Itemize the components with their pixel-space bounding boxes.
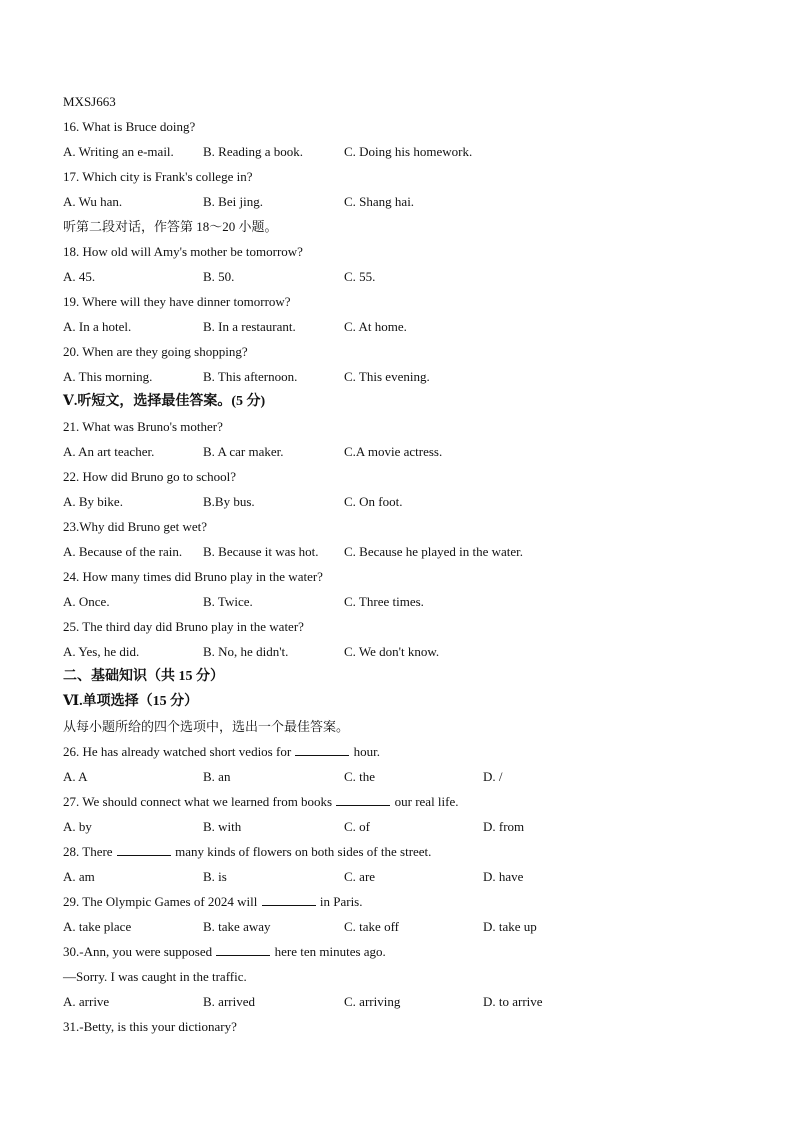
- question-text: 24. How many times did Bruno play in the water?: [63, 569, 323, 584]
- section-heading: Ⅵ.单项选择（15 分）: [63, 694, 199, 709]
- answer-option: B. Twice.: [203, 594, 253, 609]
- answer-blank: [216, 943, 270, 956]
- answer-options: [63, 864, 743, 889]
- question-text: [63, 739, 743, 764]
- question-text: 17. Which city is Frank's college in?: [63, 169, 253, 184]
- answer-options: [63, 764, 743, 789]
- answer-option: A. Wu han.: [63, 194, 123, 209]
- answer-options: [63, 814, 743, 839]
- answer-blank: [262, 893, 316, 906]
- answer-option: A. This morning.: [63, 369, 153, 384]
- answer-option: B. Reading a book.: [203, 144, 304, 159]
- answer-option: B. No, he didn't.: [203, 644, 289, 659]
- answer-option: C. We don't know.: [344, 644, 440, 659]
- answer-option: B. Because it was hot.: [203, 544, 319, 559]
- question-text: 22. How did Bruno go to school?: [63, 469, 236, 484]
- answer-option: A. Writing an e-mail.: [63, 144, 174, 159]
- question-text-before: 26. He has already watched short vedios for: [63, 744, 295, 759]
- answer-option: B. 50.: [203, 269, 235, 284]
- answer-option: C. Because he played in the water.: [344, 544, 524, 559]
- exam-content: [63, 89, 743, 1039]
- question-text: 20. When are they going shopping?: [63, 344, 248, 359]
- question-text: 31.-Betty, is this your dictionary?: [63, 1019, 237, 1034]
- answer-option: B. This afternoon.: [203, 369, 298, 384]
- answer-option: D. take up: [483, 919, 537, 934]
- answer-option: A. arrive: [63, 994, 110, 1009]
- question-text-before: 30.-Ann, you were supposed: [63, 944, 216, 959]
- answer-option: A. By bike.: [63, 494, 123, 509]
- section-heading: 二、基础知识（共 15 分）: [63, 669, 224, 684]
- answer-blank: [295, 743, 349, 756]
- question-text: [63, 839, 743, 864]
- question-text-after: in Paris.: [316, 894, 363, 909]
- question-text-before: 28. There: [63, 844, 116, 859]
- answer-option: B. arrived: [203, 994, 255, 1009]
- answer-options: [63, 139, 743, 164]
- answer-option: A. Once.: [63, 594, 110, 609]
- answer-option: C. of: [344, 819, 370, 834]
- answer-blank: [117, 843, 171, 856]
- question-text: 23.Why did Bruno get wet?: [63, 519, 208, 534]
- question-text-after: hour.: [350, 744, 381, 759]
- answer-options: [63, 989, 743, 1014]
- answer-options: [63, 489, 743, 514]
- answer-option: D. from: [483, 819, 525, 834]
- answer-option: A. An art teacher.: [63, 444, 155, 459]
- answer-options: [63, 439, 743, 464]
- answer-option: B. A car maker.: [203, 444, 284, 459]
- question-text: [63, 889, 743, 914]
- answer-option: B. take away: [203, 919, 271, 934]
- answer-option: A. 45.: [63, 269, 96, 284]
- question-text-after: many kinds of flowers on both sides of the street.: [171, 844, 432, 859]
- answer-options: [63, 189, 743, 214]
- answer-option: B. with: [203, 819, 242, 834]
- answer-option: B. Bei jing.: [203, 194, 263, 209]
- answer-option: C. arriving: [344, 994, 401, 1009]
- question-text: 听第二段对话，作答第 18～20 小题。: [63, 219, 278, 234]
- answer-option: D. have: [483, 869, 524, 884]
- answer-option: D. to arrive: [483, 994, 543, 1009]
- answer-option: C. At home.: [344, 319, 407, 334]
- answer-blank: [336, 793, 390, 806]
- answer-options: [63, 539, 743, 564]
- question-text: [63, 939, 743, 964]
- answer-option: C. On foot.: [344, 494, 403, 509]
- answer-option: C. take off: [344, 919, 399, 934]
- answer-option: A. Yes, he did.: [63, 644, 140, 659]
- question-text: 18. How old will Amy's mother be tomorrow?: [63, 244, 303, 259]
- answer-option: C. Three times.: [344, 594, 424, 609]
- question-text-before: 29. The Olympic Games of 2024 will: [63, 894, 261, 909]
- answer-option: A. by: [63, 819, 92, 834]
- answer-options: [63, 589, 743, 614]
- question-text: 从每小题所给的四个选项中，选出一个最佳答案。: [63, 719, 350, 734]
- answer-option: C.A movie actress.: [344, 444, 443, 459]
- question-text: 25. The third day did Bruno play in the water?: [63, 619, 304, 634]
- question-text-before: 27. We should connect what we learned from books: [63, 794, 336, 809]
- answer-option: A. am: [63, 869, 95, 884]
- answer-options: [63, 914, 743, 939]
- section-heading: Ⅴ.听短文，选择最佳答案。(5 分): [63, 394, 266, 409]
- answer-option: C. 55.: [344, 269, 376, 284]
- answer-option: C. Shang hai.: [344, 194, 415, 209]
- answer-options: [63, 264, 743, 289]
- answer-option: C. the: [344, 769, 376, 784]
- answer-option: C. are: [344, 869, 376, 884]
- answer-option: D. /: [483, 769, 503, 784]
- answer-option: B. an: [203, 769, 231, 784]
- question-list: [63, 114, 743, 1039]
- question-text-after: here ten minutes ago.: [271, 944, 386, 959]
- question-text: —Sorry. I was caught in the traffic.: [63, 969, 247, 984]
- question-text: 19. Where will they have dinner tomorrow?: [63, 294, 291, 309]
- answer-option: A. Because of the rain.: [63, 544, 183, 559]
- answer-option: C. Doing his homework.: [344, 144, 473, 159]
- answer-option: A. take place: [63, 919, 132, 934]
- question-text: 21. What was Bruno's mother?: [63, 419, 223, 434]
- answer-options: [63, 364, 743, 389]
- answer-option: B. is: [203, 869, 227, 884]
- answer-options: [63, 639, 743, 664]
- answer-option: A. A: [63, 769, 88, 784]
- answer-option: C. This evening.: [344, 369, 430, 384]
- answer-option: A. In a hotel.: [63, 319, 132, 334]
- answer-option: B. In a restaurant.: [203, 319, 296, 334]
- answer-options: [63, 314, 743, 339]
- question-text: 16. What is Bruce doing?: [63, 119, 196, 134]
- question-text-after: our real life.: [391, 794, 459, 809]
- document-code: MXSJ663: [63, 94, 116, 109]
- answer-option: B.By bus.: [203, 494, 255, 509]
- question-text: [63, 789, 743, 814]
